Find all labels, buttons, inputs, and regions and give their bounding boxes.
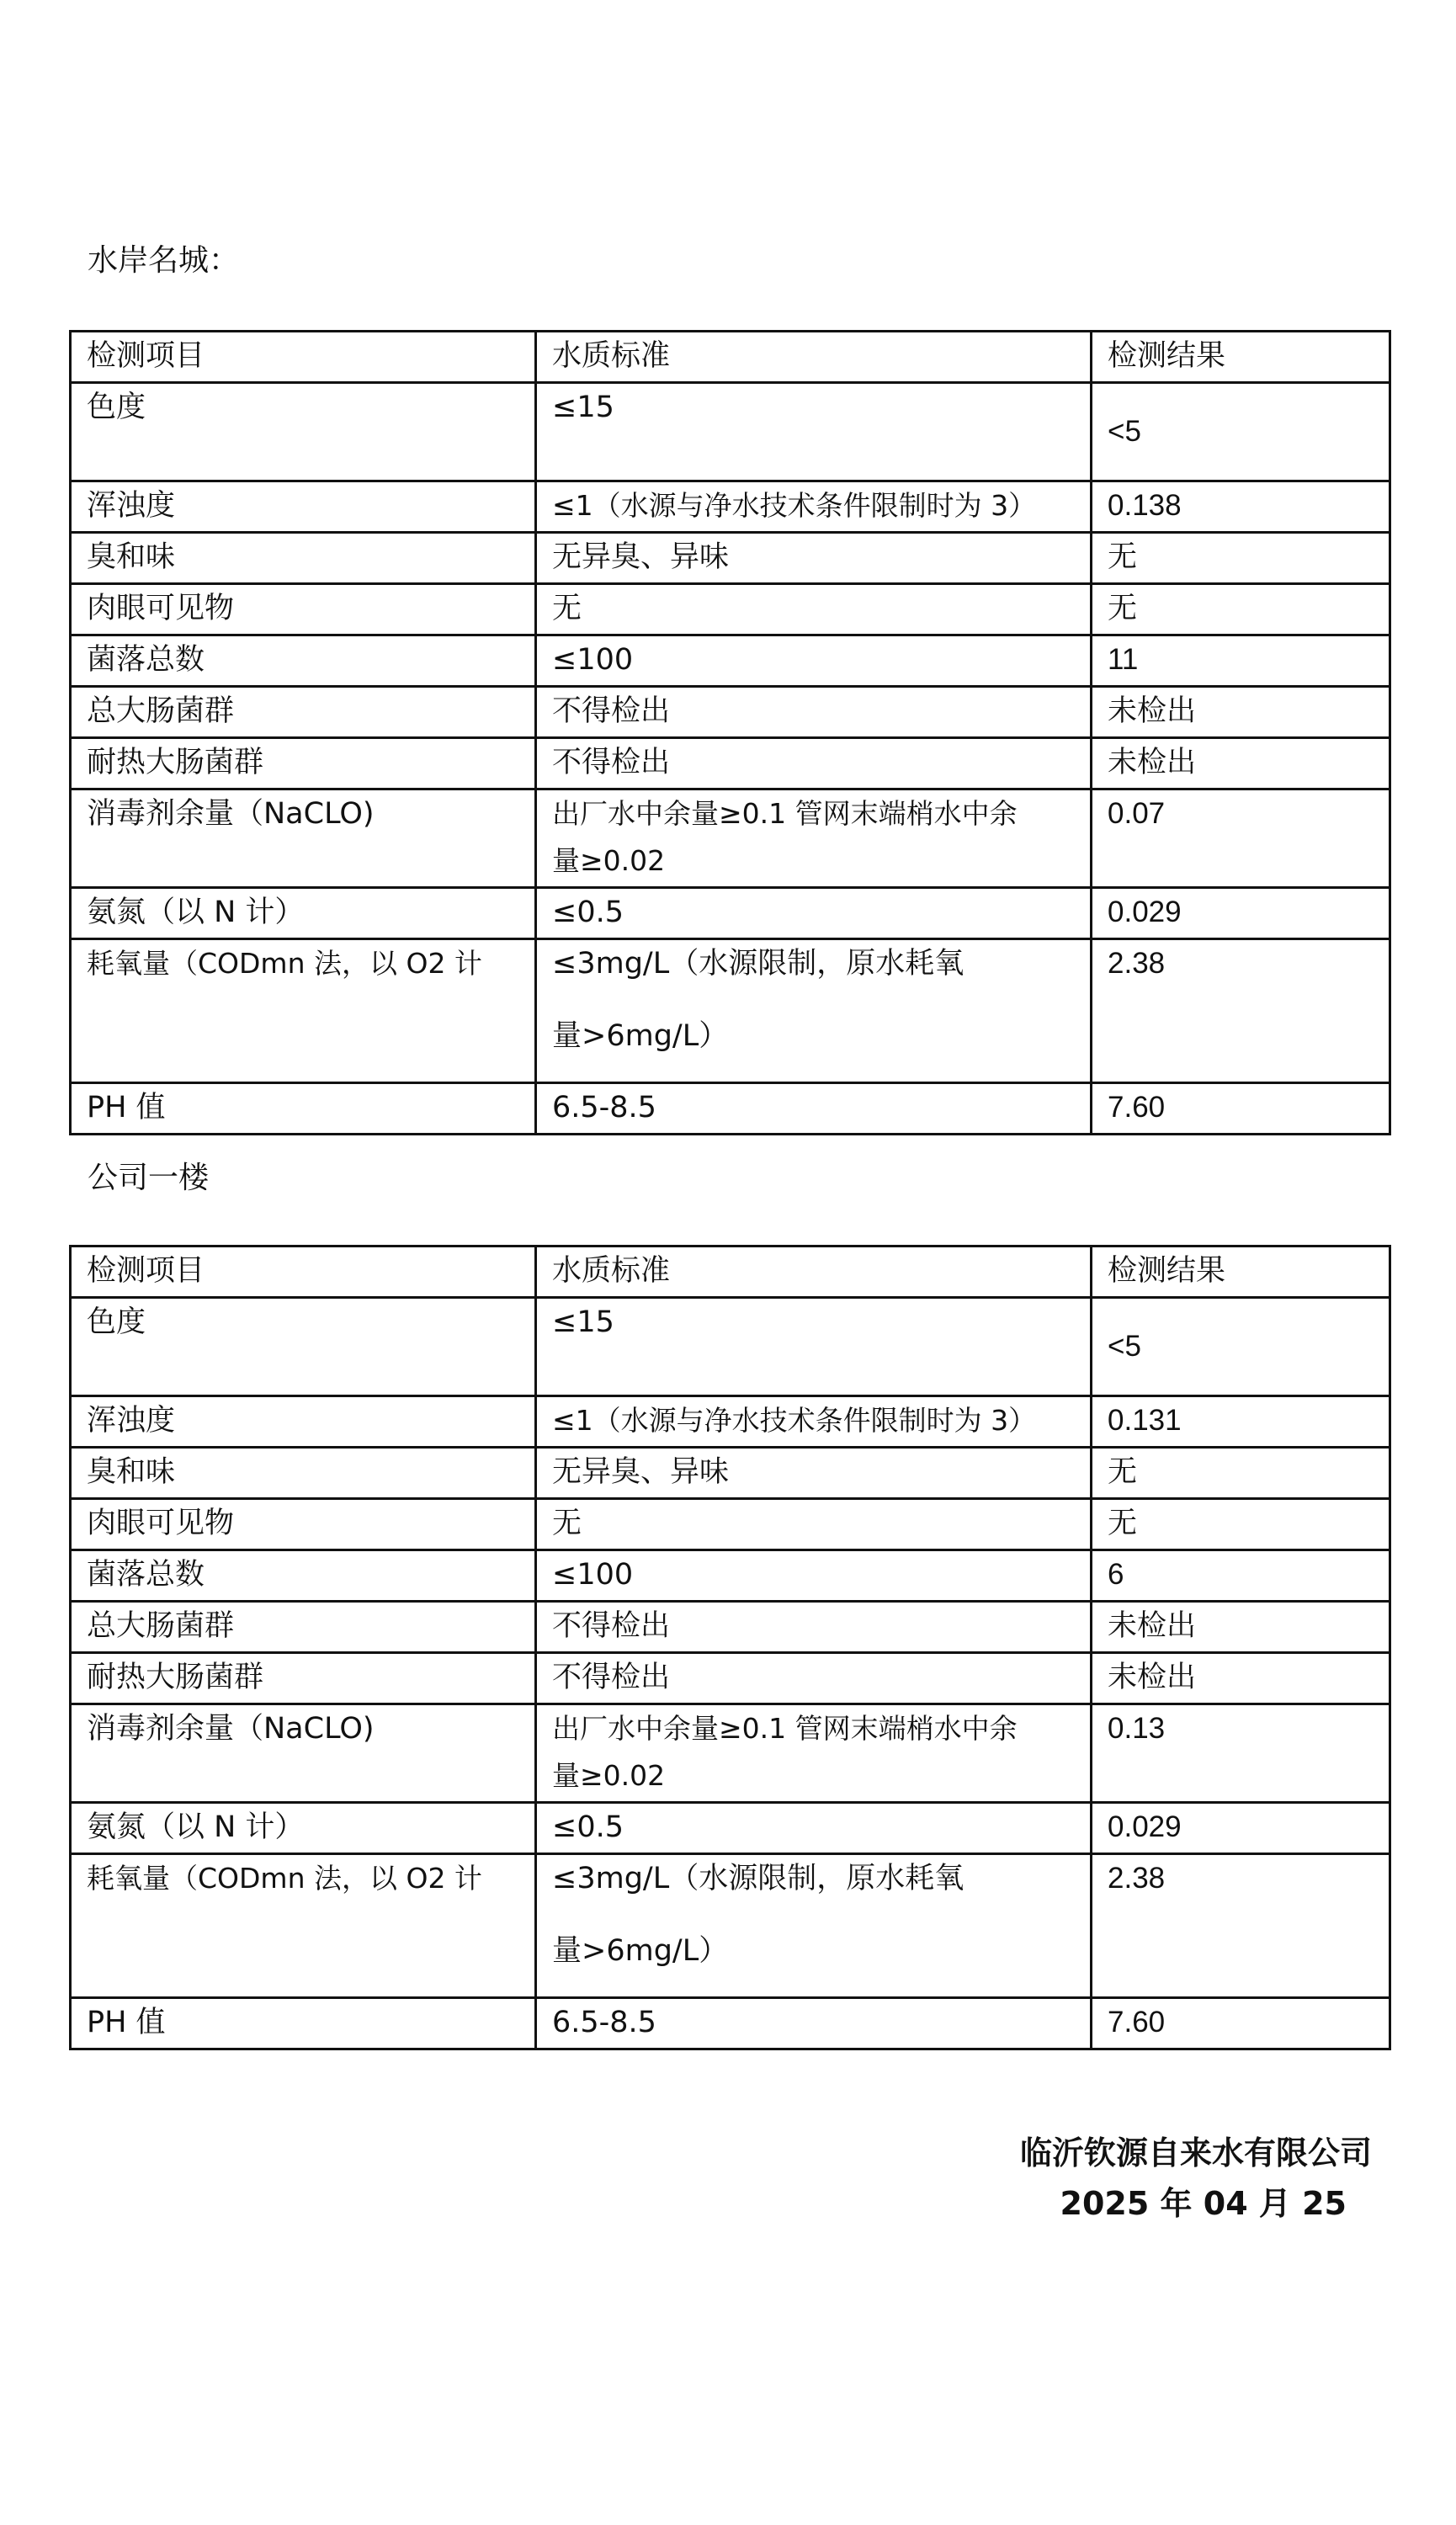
item-cell: 耐热大肠菌群 (71, 1653, 536, 1704)
header-result: 检测结果 (1092, 1247, 1390, 1298)
standard-line: 量≥0.02 (552, 844, 666, 877)
section-title: 水岸名城： (88, 243, 240, 278)
table-row (71, 1854, 1390, 1998)
standard-cell: ≤15 (536, 383, 1092, 481)
item-cell: 色度 (71, 383, 536, 481)
standard-cell: ≤15 (536, 1298, 1092, 1396)
standard-cell: ≤100 (536, 1550, 1092, 1602)
table-header-row (71, 1247, 1390, 1298)
standard-cell (536, 939, 1092, 1083)
item-cell: 氨氮（以 N 计） (71, 1803, 536, 1854)
item-cell: 耗氧量（CODmn 法，以 O2 计 (71, 939, 536, 1083)
result-cell: 0.029 (1092, 888, 1390, 939)
item-cell: 肉眼可见物 (71, 1499, 536, 1550)
table-header-row (71, 332, 1390, 383)
result-cell: 未检出 (1092, 687, 1390, 738)
result-cell: 无 (1092, 584, 1390, 635)
standard-line: 出厂水中余量≥0.1 管网末端梢水中余 (552, 797, 1018, 830)
table-row (71, 1803, 1390, 1854)
standard-cell: 6.5-8.5 (536, 1083, 1092, 1135)
standard-cell (536, 1854, 1092, 1998)
table-row (71, 1602, 1390, 1653)
item-cell: 臭和味 (71, 1448, 536, 1499)
item-cell: PH 值 (71, 1998, 536, 2049)
standard-line: 量≥0.02 (552, 1759, 666, 1792)
standard-cell: 无 (536, 584, 1092, 635)
header-standard: 水质标准 (536, 332, 1092, 383)
table-row (71, 1998, 1390, 2049)
standard-cell: 无 (536, 1499, 1092, 1550)
standard-cell: ≤100 (536, 635, 1092, 687)
result-cell: 0.07 (1092, 789, 1390, 888)
table-row (71, 1298, 1390, 1396)
report-date: 2025 年 04 月 25 (1060, 2185, 1347, 2222)
table-row (71, 481, 1390, 533)
item-cell: 肉眼可见物 (71, 584, 536, 635)
result-cell: 未检出 (1092, 738, 1390, 789)
standard-cell: 不得检出 (536, 1653, 1092, 1704)
table-row (71, 888, 1390, 939)
standard-cell: ≤0.5 (536, 1803, 1092, 1854)
standard-cell: 6.5-8.5 (536, 1998, 1092, 2049)
standard-line: 出厂水中余量≥0.1 管网末端梢水中余 (552, 1712, 1018, 1745)
standard-cell: 不得检出 (536, 687, 1092, 738)
item-cell: 耗氧量（CODmn 法，以 O2 计 (71, 1854, 536, 1998)
item-cell: 菌落总数 (71, 1550, 536, 1602)
item-cell: 消毒剂余量（NaCLO) (71, 1704, 536, 1803)
table-row (71, 383, 1390, 481)
section-title: 公司一楼 (88, 1161, 210, 1195)
result-cell: 未检出 (1092, 1602, 1390, 1653)
header-standard: 水质标准 (536, 1247, 1092, 1298)
item-cell: 浑浊度 (71, 1396, 536, 1448)
standard-cell: 无异臭、异味 (536, 533, 1092, 584)
header-result: 检测结果 (1092, 332, 1390, 383)
item-cell: 氨氮（以 N 计） (71, 888, 536, 939)
header-item: 检测项目 (71, 1247, 536, 1298)
table-row (71, 1704, 1390, 1803)
standard-cell: ≤1（水源与净水技术条件限制时为 3） (536, 481, 1092, 533)
standard-cell: 不得检出 (536, 1602, 1092, 1653)
standard-cell (536, 789, 1092, 888)
table-row (71, 1653, 1390, 1704)
table-row (71, 789, 1390, 888)
standard-cell (536, 1704, 1092, 1803)
table-row (71, 1550, 1390, 1602)
table-row (71, 1083, 1390, 1135)
table-row (71, 584, 1390, 635)
result-cell: 无 (1092, 1499, 1390, 1550)
standard-cell: ≤0.5 (536, 888, 1092, 939)
table-row (71, 1499, 1390, 1550)
water-quality-table (69, 330, 1391, 1135)
result-cell: 6 (1092, 1550, 1390, 1602)
item-cell: 总大肠菌群 (71, 687, 536, 738)
standard-line: 量>6mg/L） (552, 1019, 729, 1053)
table-row (71, 1396, 1390, 1448)
table-row (71, 939, 1390, 1083)
company-name: 临沂钦源自来水有限公司 (1019, 2134, 1372, 2172)
result-cell: 7.60 (1092, 1083, 1390, 1135)
result-cell: 11 (1092, 635, 1390, 687)
item-cell: 消毒剂余量（NaCLO) (71, 789, 536, 888)
standard-line: 量>6mg/L） (552, 1934, 729, 1968)
result-cell: 0.13 (1092, 1704, 1390, 1803)
standard-cell: 不得检出 (536, 738, 1092, 789)
standard-line: ≤3mg/L（水源限制，原水耗氧 (552, 947, 964, 981)
result-cell: 2.38 (1092, 939, 1390, 1083)
water-quality-table (69, 1245, 1391, 2050)
item-cell: PH 值 (71, 1083, 536, 1135)
result-cell: 7.60 (1092, 1998, 1390, 2049)
item-cell: 臭和味 (71, 533, 536, 584)
item-cell: 耐热大肠菌群 (71, 738, 536, 789)
result-cell: 无 (1092, 533, 1390, 584)
table-row (71, 738, 1390, 789)
table-row (71, 635, 1390, 687)
result-cell: 2.38 (1092, 1854, 1390, 1998)
result-cell: 未检出 (1092, 1653, 1390, 1704)
header-item: 检测项目 (71, 332, 536, 383)
result-cell: 无 (1092, 1448, 1390, 1499)
table-row (71, 1448, 1390, 1499)
standard-cell: ≤1（水源与净水技术条件限制时为 3） (536, 1396, 1092, 1448)
table-row (71, 533, 1390, 584)
standard-cell: 无异臭、异味 (536, 1448, 1092, 1499)
result-cell: <5 (1092, 1298, 1390, 1396)
table-row (71, 687, 1390, 738)
item-cell: 菌落总数 (71, 635, 536, 687)
item-cell: 浑浊度 (71, 481, 536, 533)
item-cell: 色度 (71, 1298, 536, 1396)
item-cell: 总大肠菌群 (71, 1602, 536, 1653)
result-cell: 0.138 (1092, 481, 1390, 533)
result-cell: <5 (1092, 383, 1390, 481)
standard-line: ≤3mg/L（水源限制，原水耗氧 (552, 1862, 964, 1895)
result-cell: 0.029 (1092, 1803, 1390, 1854)
result-cell: 0.131 (1092, 1396, 1390, 1448)
